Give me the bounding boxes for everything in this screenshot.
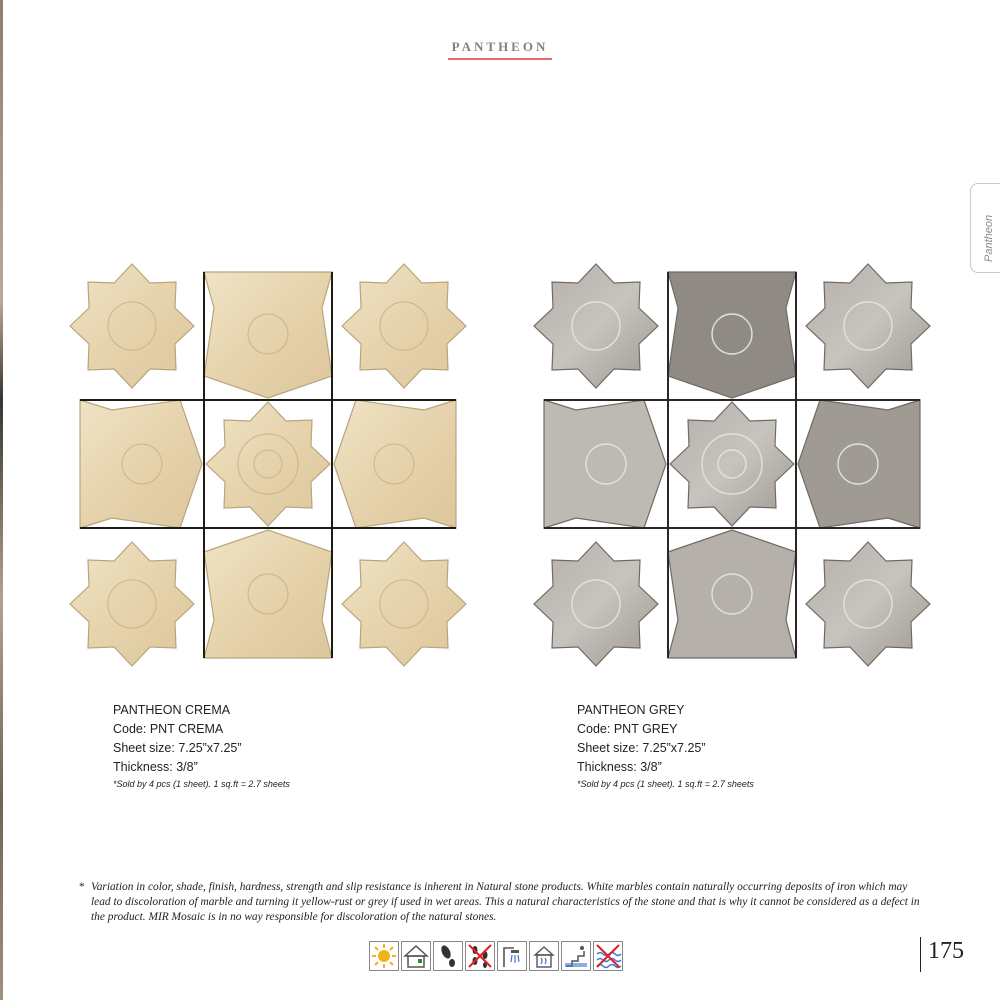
grey-mosaic-graphic (514, 248, 950, 682)
shower-icon (497, 941, 527, 971)
product-sheet-size: Sheet size: 7.25”x7.25” (113, 741, 242, 755)
product-sales-note: *Sold by 4 pcs (1 sheet). 1 sq.ft = 2.7 sheets (113, 779, 290, 789)
disclaimer-text: Variation in color, shade, finish, hardness, strength and slip resistance is inherent in Natural stone products. White marbles contain naturally occurring deposits of iron which may lead to discoloration of marble and turning it yellow-rust or grey if used in wet areas. This a natural characteristics of the stone and that is why it cannot be considered as a defect in the product. MIR Mosaic is in no way responsible for discoloration of the natural stones. (91, 881, 920, 923)
product-info-crema (113, 701, 290, 791)
disclaimer (79, 880, 929, 925)
product-thickness: Thickness: 3/8” (577, 760, 662, 774)
product-sheet-size: Sheet size: 7.25”x7.25” (577, 741, 706, 755)
steam-room-icon (529, 941, 559, 971)
page-number: 175 (928, 938, 964, 964)
side-tab-label: Pantheon (983, 214, 995, 262)
crema-mosaic-graphic (52, 248, 484, 682)
no-pool-icon (593, 941, 623, 971)
pool-steps-icon (561, 941, 591, 971)
product-sales-note: *Sold by 4 pcs (1 sheet). 1 sq.ft = 2.7 sheets (577, 779, 754, 789)
footprint-icon (433, 941, 463, 971)
usage-icons (369, 941, 623, 971)
product-code: Code: PNT CREMA (113, 722, 224, 736)
side-tab-pantheon[interactable] (970, 183, 1000, 273)
sun-icon (369, 941, 399, 971)
left-page-edge (0, 0, 3, 1000)
product-name: PANTHEON GREY (577, 703, 685, 717)
title-underline (448, 58, 552, 60)
product-code: Code: PNT GREY (577, 722, 678, 736)
house-icon (401, 941, 431, 971)
no-heavy-traffic-icon (465, 941, 495, 971)
page-title: PANTHEON (451, 39, 549, 54)
page-number-divider (920, 937, 921, 972)
product-name: PANTHEON CREMA (113, 703, 231, 717)
product-thickness: Thickness: 3/8” (113, 760, 198, 774)
product-info-grey (577, 701, 754, 791)
grey-tile-image (514, 248, 950, 682)
disclaimer-marker: * (79, 881, 85, 893)
crema-tile-image (52, 248, 484, 682)
